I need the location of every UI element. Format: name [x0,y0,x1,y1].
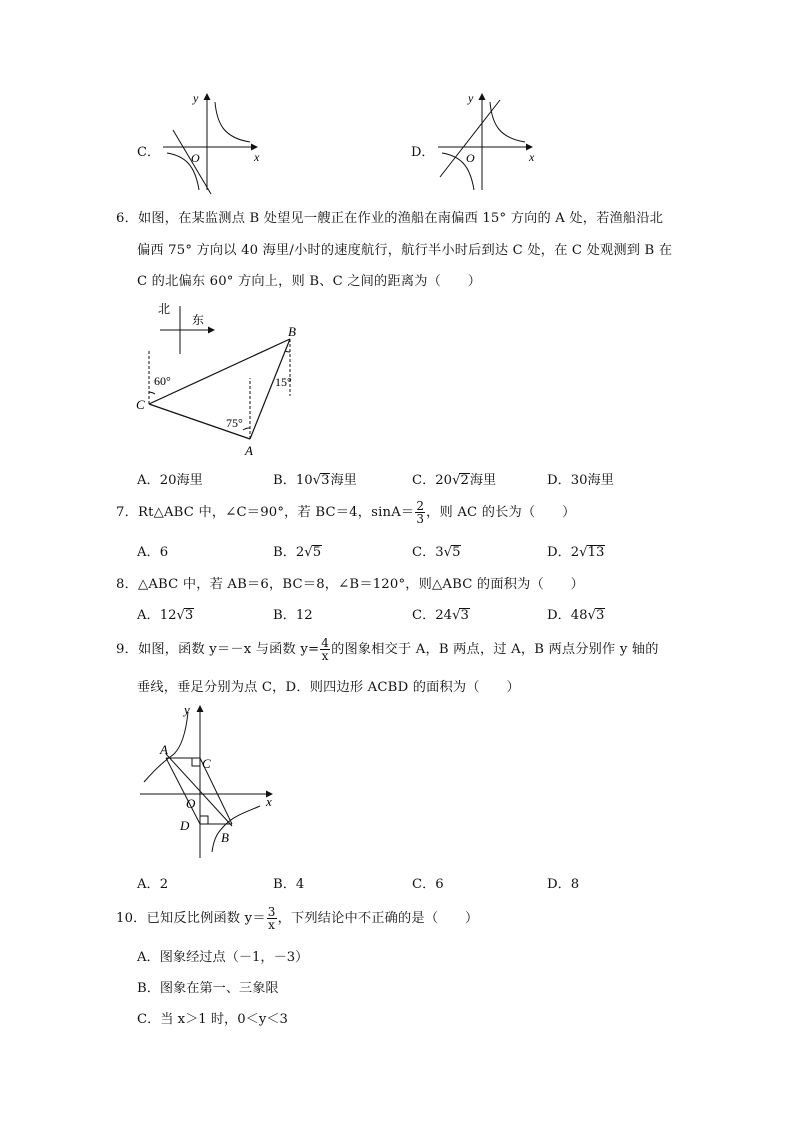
q5d-y-axis-label: y [468,91,474,105]
q5c-origin-label: O [191,151,200,165]
q6-option-a[interactable]: A．20海里 [137,473,203,488]
q9-point-a: A [160,742,168,757]
q9-x-axis-label: x [266,794,272,809]
q9-figure [136,702,286,862]
q5d-origin-label: O [466,151,475,165]
q6-compass-north: 北 [158,302,171,316]
q9-option-c[interactable]: C．6 [412,877,444,892]
q6-angle-75: 75° [226,416,243,430]
q10-question: 10．已知反比例函数 y＝ $\frac{3}{x}$ ，下列结论中不正确的是（ ） [116,905,479,932]
q6-option-c[interactable]: C．20√2海里 [412,473,497,488]
q6-compass-east: 东 [192,313,205,327]
q6-text-line-1: 6．如图，在某监测点 B 处望见一艘正在作业的渔船在南偏西 15° 方向的 A 处，若渔船沿北 [116,211,664,226]
q9-point-c: C [202,756,211,771]
q5-option-c-label: C． [137,145,160,160]
q5d-x-axis-label: x [529,150,535,164]
q10-option-a[interactable]: A．图象经过点（－1，－3） [137,950,309,965]
q6-point-b: B [288,324,296,339]
q9-option-d[interactable]: D．8 [547,877,580,892]
q8-option-d[interactable]: D．48√3 [547,608,605,623]
q8-option-b[interactable]: B．12 [273,608,313,623]
q7-option-a[interactable]: A．6 [137,545,169,560]
q9-y-axis-label: y [184,702,190,717]
q9-point-b: B [221,830,229,845]
q9-option-a[interactable]: A．2 [137,877,169,892]
q5c-x-axis-label: x [254,150,260,164]
q5-option-d-graph [430,90,545,200]
q9-point-d: D [180,818,190,833]
q7-option-d[interactable]: D．2√13 [547,545,605,560]
q6-text-line-2: 偏西 75° 方向以 40 海里/小时的速度航行，航行半小时后到达 C 处，在 C 处观测到 B 在 [137,243,673,258]
q10-option-b[interactable]: B．图象在第一、三象限 [137,981,279,996]
q6-point-a: A [245,443,253,458]
q7-option-b[interactable]: B．2√5 [273,545,322,560]
q6-option-b[interactable]: B．10√3海里 [273,473,357,488]
q6-figure [130,296,320,461]
q6-option-d[interactable]: D．30海里 [547,473,614,488]
q5c-y-axis-label: y [193,91,199,105]
q6-angle-15: 15° [275,375,292,389]
q8-option-c[interactable]: C．24√3 [412,608,469,623]
q6-text-line-3: C 的北偏东 60° 方向上，则 B、C 之间的距离为（ ） [137,274,482,289]
q9-question-line-1: 9．如图，函数 y＝－x 与函数 y= $\frac{4}{x}$ 的图象相交于 A，B 两点，过 A，B 两点分别作 y 轴的 [116,636,659,663]
q9-option-b[interactable]: B．4 [273,877,305,892]
q8-question: 8．△ABC 中，若 AB＝6，BC＝8，∠B＝120°，则△ABC 的面积为（ ） [116,577,585,592]
q10-option-c[interactable]: C．当 x＞1 时，0＜y＜3 [137,1012,288,1027]
q7-option-c[interactable]: C．3√5 [412,545,461,560]
q5-option-d-label: D． [411,145,435,160]
q6-point-c: C [136,397,145,412]
q9-question-line-2: 垂线，垂足分别为点 C，D．则四边形 ACBD 的面积为（ ） [137,680,520,695]
q6-angle-60: 60° [154,374,171,388]
q7-question: 7．Rt△ABC 中，∠C＝90°，若 BC＝4，sinA＝ $\frac{2}{3}$ ，则 AC 的长为（ ） [116,499,576,526]
q5-option-c-graph [155,90,270,200]
q8-option-a[interactable]: A．12√3 [137,608,194,623]
q9-origin: O [186,796,196,811]
